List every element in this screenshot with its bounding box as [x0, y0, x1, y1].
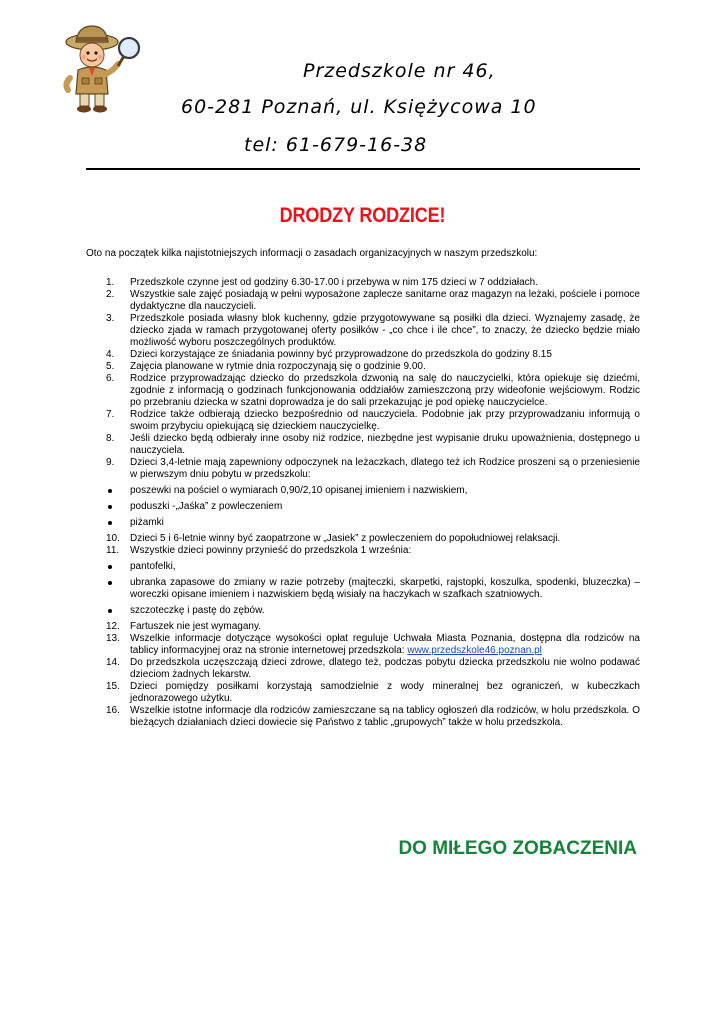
item-text: Przedszkole posiada własny blok kuchenny, gdzie przygotowywane są posiłki dla dzieci. Wyznajemy zasadę, że dziecko zjada w ramach przygotowanej oferty posiłków - „co chce i ile chce”, to znaczy, że dziecko będzie miało możliwość wyboru poszczególnych produktów. [130, 313, 640, 348]
item-text: Dzieci pomiędzy posiłkami korzystają samodzielnie z wody mineralnej bez ograniczeń, w kubeczkach jednorazowego użytku. [130, 681, 640, 704]
list-item [86, 657, 640, 681]
item-text: Zajęcia planowane w rytmie dnia rozpoczynają się o godzinie 9.00. [130, 361, 426, 372]
information-list [86, 277, 640, 729]
item-text: Wszystkie dzieci powinny przynieść do przedszkola 1 września: [130, 545, 412, 556]
bullet-icon [108, 565, 112, 569]
header-name: Przedszkole nr 46, [303, 60, 496, 82]
bullet-icon [108, 489, 112, 493]
bullet-icon [108, 521, 112, 525]
item-number: 11. [106, 545, 120, 556]
item-number: 2. [106, 289, 115, 300]
item-number: 7. [106, 409, 115, 420]
page-title: DRODZY RODZICE! [279, 204, 446, 227]
item-number: 1. [106, 277, 115, 288]
header-address: 60-281 Poznań, ul. Księżycowa 10 [181, 96, 537, 118]
list-item [86, 633, 640, 657]
list-item [86, 433, 640, 457]
bullet-icon [108, 609, 112, 613]
item-text: poduszki -„Jaśka” z powleczeniem [130, 501, 283, 512]
list-item [86, 621, 640, 633]
item-number: 16. [106, 705, 120, 716]
bullet-icon [108, 581, 112, 585]
bullet-item [86, 577, 640, 601]
list-item [86, 289, 640, 313]
list-item [86, 349, 640, 361]
list-item [86, 277, 640, 289]
item-number: 12. [106, 621, 120, 632]
list-item [86, 457, 640, 481]
item-text: ubranka zapasowe do zmiany w razie potrzeby (majteczki, skarpetki, rajstopki, koszulka, spodenki, bluzeczka) – woreczki opisane imieniem i nazwiskiem będą wisiały na haczykach w szafkach szatniowych. [130, 577, 640, 600]
bullet-item [86, 605, 640, 617]
item-text: Jeśli dziecko będą odbierały inne osoby niż rodzice, niezbędne jest wypisanie druku upoważnienia, dostępnego u nauczyciela. [130, 433, 640, 456]
item-number: 4. [106, 349, 115, 360]
item-text: szczoteczkę i pastę do zębów. [130, 605, 265, 616]
explorer-mascot-illustration [52, 22, 144, 114]
header-phone: tel: 61-679-16-38 [244, 134, 428, 156]
list-item [86, 409, 640, 433]
list-item [86, 313, 640, 349]
list-item [86, 373, 640, 409]
list-item [86, 533, 640, 545]
item-number: 8. [106, 433, 115, 444]
item-number: 15. [106, 681, 120, 692]
list-item [86, 705, 640, 729]
item-number: 10. [106, 533, 120, 544]
item-text: Rodzice także odbierają dziecko bezpośrednio od nauczyciela. Podobnie jak przy przyprowadzaniu informują o swoim przybyciu opiekującą się dzieckiem nauczycielkę. [130, 409, 640, 432]
item-text: Dzieci 3,4-letnie mają zapewniony odpoczynek na leżaczkach, dlatego też ich Rodzice proszeni są o przeniesienie w pierwszym dniu pobytu w przedszkolu: [130, 457, 640, 480]
item-text: Przedszkole czynne jest od godziny 6.30-17.00 i przebywa w nim 175 dzieci w 7 oddziałach. [130, 277, 538, 288]
bullet-item [86, 485, 640, 497]
item-text: Wszystkie sale zajęć posiadają w pełni wyposażone zaplecze sanitarne oraz magazyn na leżaki, pościele i pomoce dydaktyczne dla nauczycieli. [130, 289, 640, 312]
item-text: Do przedszkola uczęszczają dzieci zdrowe, dlatego też, podczas pobytu dziecka przedszkolu nie wolno podawać dzieciom żadnych lekarstw. [130, 657, 640, 680]
item-text: Rodzice przyprowadzając dziecko do przedszkola dzwonią na salę do nauczycielki, która opiekuje się dziećmi, zgodnie z informacją o godzinach funkcjonowania oddziałów zamieszczoną przy wideofonie wejściowym. Rodzic po przebraniu dziecka w szatni doprowadza je do sali przekazując je pod opiekę nauczycielce. [130, 373, 640, 408]
item-number: 6. [106, 373, 115, 384]
header-divider [86, 168, 640, 170]
intro-paragraph: Oto na początek kilka najistotniejszych informacji o zasadach organizacyjnych w naszym przedszkolu: [86, 248, 538, 259]
item-text: Wszelkie informacje dotyczące wysokości opłat reguluje Uchwała Miasta Poznania, dostępna dla rodziców na tablicy informacyjnej oraz na stronie internetowej przedszkola: [130, 633, 640, 656]
bullet-icon [108, 505, 112, 509]
item-text: Fartuszek nie jest wymagany. [130, 621, 261, 632]
item-text: pantofelki, [130, 561, 176, 572]
list-item [86, 545, 640, 557]
item-text: piżamki [130, 517, 164, 528]
item-text: Dzieci korzystające ze śniadania powinny być przyprowadzone do przedszkola do godziny 8.15 [130, 349, 552, 360]
item-number: 9. [106, 457, 115, 468]
bullet-item [86, 561, 640, 573]
item-text: Wszelkie istotne informacje dla rodziców zamieszczane są na tablicy ogłoszeń dla rodziców, w holu przedszkola. O bieżących działaniach dzieci dowiecie się Państwo z tablic „grupowych” także w holu przedszkola. [130, 705, 640, 728]
item-number: 5. [106, 361, 115, 372]
website-link[interactable]: www.przedszkole46.poznan.pl [407, 645, 542, 656]
list-item [86, 361, 640, 373]
bullet-item [86, 501, 640, 513]
item-number: 14. [106, 657, 120, 668]
closing-greeting: DO MIŁEGO ZOBACZENIA [398, 838, 637, 859]
item-text: Dzieci 5 i 6-letnie winny być zaopatrzone w „Jasiek” z powleczeniem do popołudniowej relaksacji. [130, 533, 561, 544]
item-number: 3. [106, 313, 115, 324]
list-item [86, 681, 640, 705]
item-number: 13. [106, 633, 120, 644]
bullet-item [86, 517, 640, 529]
item-text: poszewki na pościel o wymiarach 0,90/2,10 opisanej imieniem i nazwiskiem, [130, 485, 468, 496]
